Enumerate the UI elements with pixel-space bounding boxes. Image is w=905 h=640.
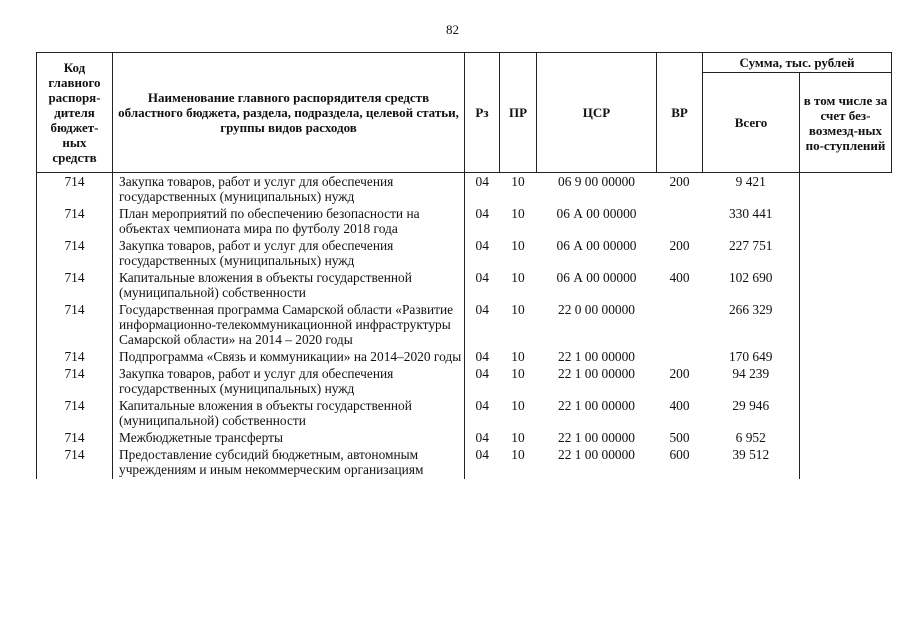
cell-vtch	[800, 430, 892, 447]
cell-csr: 06 А 00 00000	[556, 206, 637, 221]
table-row	[37, 173, 892, 207]
cell-vtch	[800, 238, 892, 270]
cell-rz: 04	[475, 174, 489, 189]
cell-csr: 22 0 00 00000	[558, 302, 635, 317]
table-row	[37, 270, 892, 302]
cell-vr	[657, 349, 703, 366]
cell-vr: 200	[669, 238, 690, 253]
cell-kod: 714	[37, 366, 113, 398]
cell-csr: 22 1 00 00000	[558, 349, 635, 364]
cell-pr: 10	[511, 270, 525, 285]
cell-vr	[657, 206, 703, 238]
header-kod: Код главного распоря-дителя бюджет-ных средств	[37, 53, 113, 173]
header-vr: ВР	[657, 53, 703, 173]
cell-vr: 400	[669, 270, 690, 285]
cell-rz: 04	[475, 206, 489, 221]
cell-kod: 714	[37, 173, 113, 207]
cell-vsego: 170 649	[703, 349, 800, 366]
cell-pr: 10	[511, 238, 525, 253]
cell-vsego: 29 946	[703, 398, 800, 430]
table-row	[37, 430, 892, 447]
cell-vtch	[800, 173, 892, 207]
header-vtch: в том числе за счет без-возмезд-ных по-ступлений	[800, 73, 892, 173]
cell-pr: 10	[511, 366, 525, 381]
cell-vsego: 330 441	[703, 206, 800, 238]
header-rz: Рз	[465, 53, 500, 173]
cell-rz: 04	[475, 398, 489, 413]
cell-name: Подпрограмма «Связь и коммуникации» на 2014–2020 годы	[113, 349, 465, 366]
table-row	[37, 447, 892, 479]
cell-vtch	[800, 206, 892, 238]
cell-vsego: 94 239	[703, 366, 800, 398]
cell-vsego: 102 690	[703, 270, 800, 302]
header-summa: Сумма, тыс. рублей	[703, 53, 892, 73]
cell-name: Закупка товаров, работ и услуг для обеспечения государственных (муниципальных) нужд	[113, 366, 465, 398]
cell-vr: 600	[669, 447, 690, 462]
header-pr: ПР	[500, 53, 537, 173]
cell-vtch	[800, 447, 892, 479]
cell-vr: 200	[669, 174, 690, 189]
cell-vr: 400	[669, 398, 690, 413]
cell-vsego: 6 952	[703, 430, 800, 447]
cell-vtch	[800, 270, 892, 302]
table-row	[37, 366, 892, 398]
table-row	[37, 302, 892, 349]
cell-kod: 714	[37, 206, 113, 238]
cell-kod: 714	[37, 302, 113, 349]
table-body	[37, 173, 892, 480]
cell-name: Государственная программа Самарской области «Развитие информационно-телекоммуникационной инфраструктуры Самарской области» на 2014 – 2020 годы	[113, 302, 465, 349]
cell-pr: 10	[511, 302, 525, 317]
cell-name: План мероприятий по обеспечению безопасности на объектах чемпионата мира по футболу 2018 года	[113, 206, 465, 238]
cell-vr	[657, 302, 703, 349]
cell-vtch	[800, 302, 892, 349]
cell-name: Капитальные вложения в объекты государственной (муниципальной) собственности	[113, 398, 465, 430]
cell-vsego: 39 512	[703, 447, 800, 479]
cell-rz: 04	[475, 302, 489, 317]
cell-vr: 500	[669, 430, 690, 445]
table-row	[37, 349, 892, 366]
cell-rz: 04	[475, 366, 489, 381]
header-csr: ЦСР	[537, 53, 657, 173]
cell-kod: 714	[37, 447, 113, 479]
cell-rz: 04	[475, 238, 489, 253]
cell-vsego: 9 421	[703, 173, 800, 207]
cell-pr: 10	[511, 174, 525, 189]
cell-rz: 04	[475, 430, 489, 445]
cell-pr: 10	[511, 206, 525, 221]
table-row	[37, 238, 892, 270]
cell-vsego: 227 751	[703, 238, 800, 270]
cell-name: Капитальные вложения в объекты государственной (муниципальной) собственности	[113, 270, 465, 302]
cell-kod: 714	[37, 270, 113, 302]
cell-csr: 22 1 00 00000	[558, 366, 635, 381]
cell-rz: 04	[475, 270, 489, 285]
cell-kod: 714	[37, 430, 113, 447]
cell-kod: 714	[37, 349, 113, 366]
table-row	[37, 398, 892, 430]
table-row	[37, 206, 892, 238]
cell-vtch	[800, 366, 892, 398]
cell-csr: 22 1 00 00000	[558, 398, 635, 413]
cell-name: Межбюджетные трансферты	[113, 430, 465, 447]
cell-pr: 10	[511, 447, 525, 462]
cell-csr: 22 1 00 00000	[558, 430, 635, 445]
cell-csr: 06 9 00 00000	[558, 174, 635, 189]
cell-vtch	[800, 398, 892, 430]
cell-csr: 06 А 00 00000	[556, 238, 637, 253]
cell-csr: 22 1 00 00000	[558, 447, 635, 462]
cell-vsego: 266 329	[703, 302, 800, 349]
budget-table	[36, 52, 892, 479]
cell-rz: 04	[475, 447, 489, 462]
cell-kod: 714	[37, 398, 113, 430]
header-vsego: Всего	[703, 73, 800, 173]
cell-vr: 200	[669, 366, 690, 381]
cell-name: Закупка товаров, работ и услуг для обеспечения государственных (муниципальных) нужд	[113, 238, 465, 270]
cell-pr: 10	[511, 398, 525, 413]
table-header	[37, 53, 892, 173]
cell-pr: 10	[511, 430, 525, 445]
cell-pr: 10	[511, 349, 525, 364]
cell-rz: 04	[475, 349, 489, 364]
cell-name: Предоставление субсидий бюджетным, автономным учреждениям и иным некоммерческим организациям	[113, 447, 465, 479]
header-name: Наименование главного распорядителя средств областного бюджета, раздела, подраздела, целевой статьи, группы видов расходов	[113, 53, 465, 173]
cell-kod: 714	[37, 238, 113, 270]
page-number: 82	[446, 22, 459, 37]
cell-csr: 06 А 00 00000	[556, 270, 637, 285]
cell-name: Закупка товаров, работ и услуг для обеспечения государственных (муниципальных) нужд	[113, 173, 465, 207]
cell-vtch	[800, 349, 892, 366]
